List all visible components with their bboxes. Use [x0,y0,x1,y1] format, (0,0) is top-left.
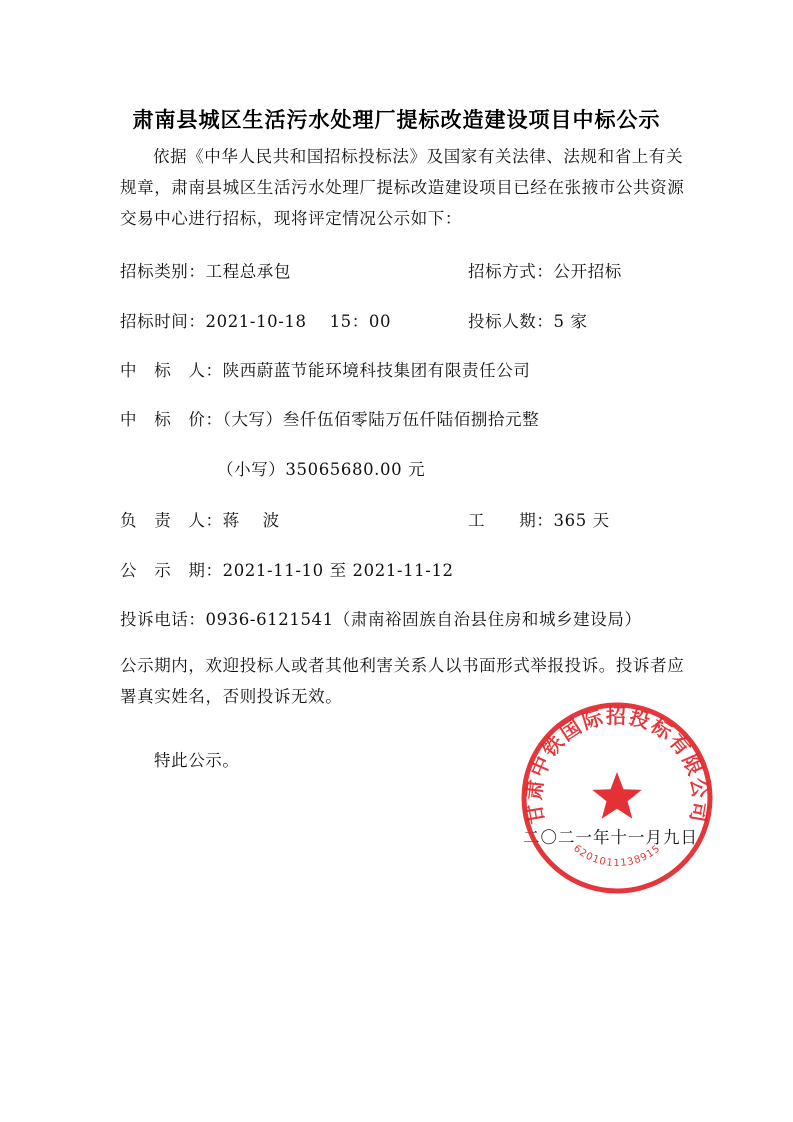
publicity-period: 公 示 期：2021-11-10 至 2021-11-12 [120,561,454,580]
complaint-note: 公示期内，欢迎投标人或者其他利害关系人以书面形式举报投诉。投诉者应署真实姓名，否则投诉无效。 [120,656,685,706]
winning-bidder: 中 标 人：陕西蔚蓝节能环境科技集团有限责任公司 [120,361,531,380]
construction-duration: 工 期：365 天 [468,511,610,530]
complaint-phone: 投诉电话：0936-6121541（肃南裕固族自治县住房和城乡建设局） [120,610,642,629]
closing-text: 特此公示。 [154,751,240,770]
svg-text:甘肃中铁国际招投标有限公司: 甘肃中铁国际招投标有限公司 [521,703,713,826]
issue-date: 二〇二一年十一月九日 [523,828,698,847]
company-seal-stamp [519,700,715,896]
svg-text:6201011138915: 6201011138915 [571,843,663,870]
document-title: 肃南县城区生活污水处理厂提标改造建设项目中标公示 [132,108,661,132]
bid-method: 招标方式：公开招标 [468,262,622,281]
bidder-count: 投标人数：5 家 [468,312,588,331]
winning-price-upper: 中 标 价：（大写）叁仟伍佰零陆万伍仟陆佰捌拾元整 [120,410,540,429]
seal-star-icon [592,772,641,819]
person-in-charge: 负 责 人：蒋 波 [120,511,280,530]
bid-category: 招标类别：工程总承包 [120,262,291,281]
winning-price-lower: （小写）35065680.00 元 [217,460,426,479]
intro-paragraph: 依据《中华人民共和国招标投标法》及国家有关法律、法规和省上有关规章，肃南县城区生活污水处理厂提标改造建设项目已经在张掖市公共资源交易中心进行招标，现将评定情况公示如下： [120,147,685,228]
bid-time: 招标时间：2021-10-18 15：00 [120,312,392,331]
